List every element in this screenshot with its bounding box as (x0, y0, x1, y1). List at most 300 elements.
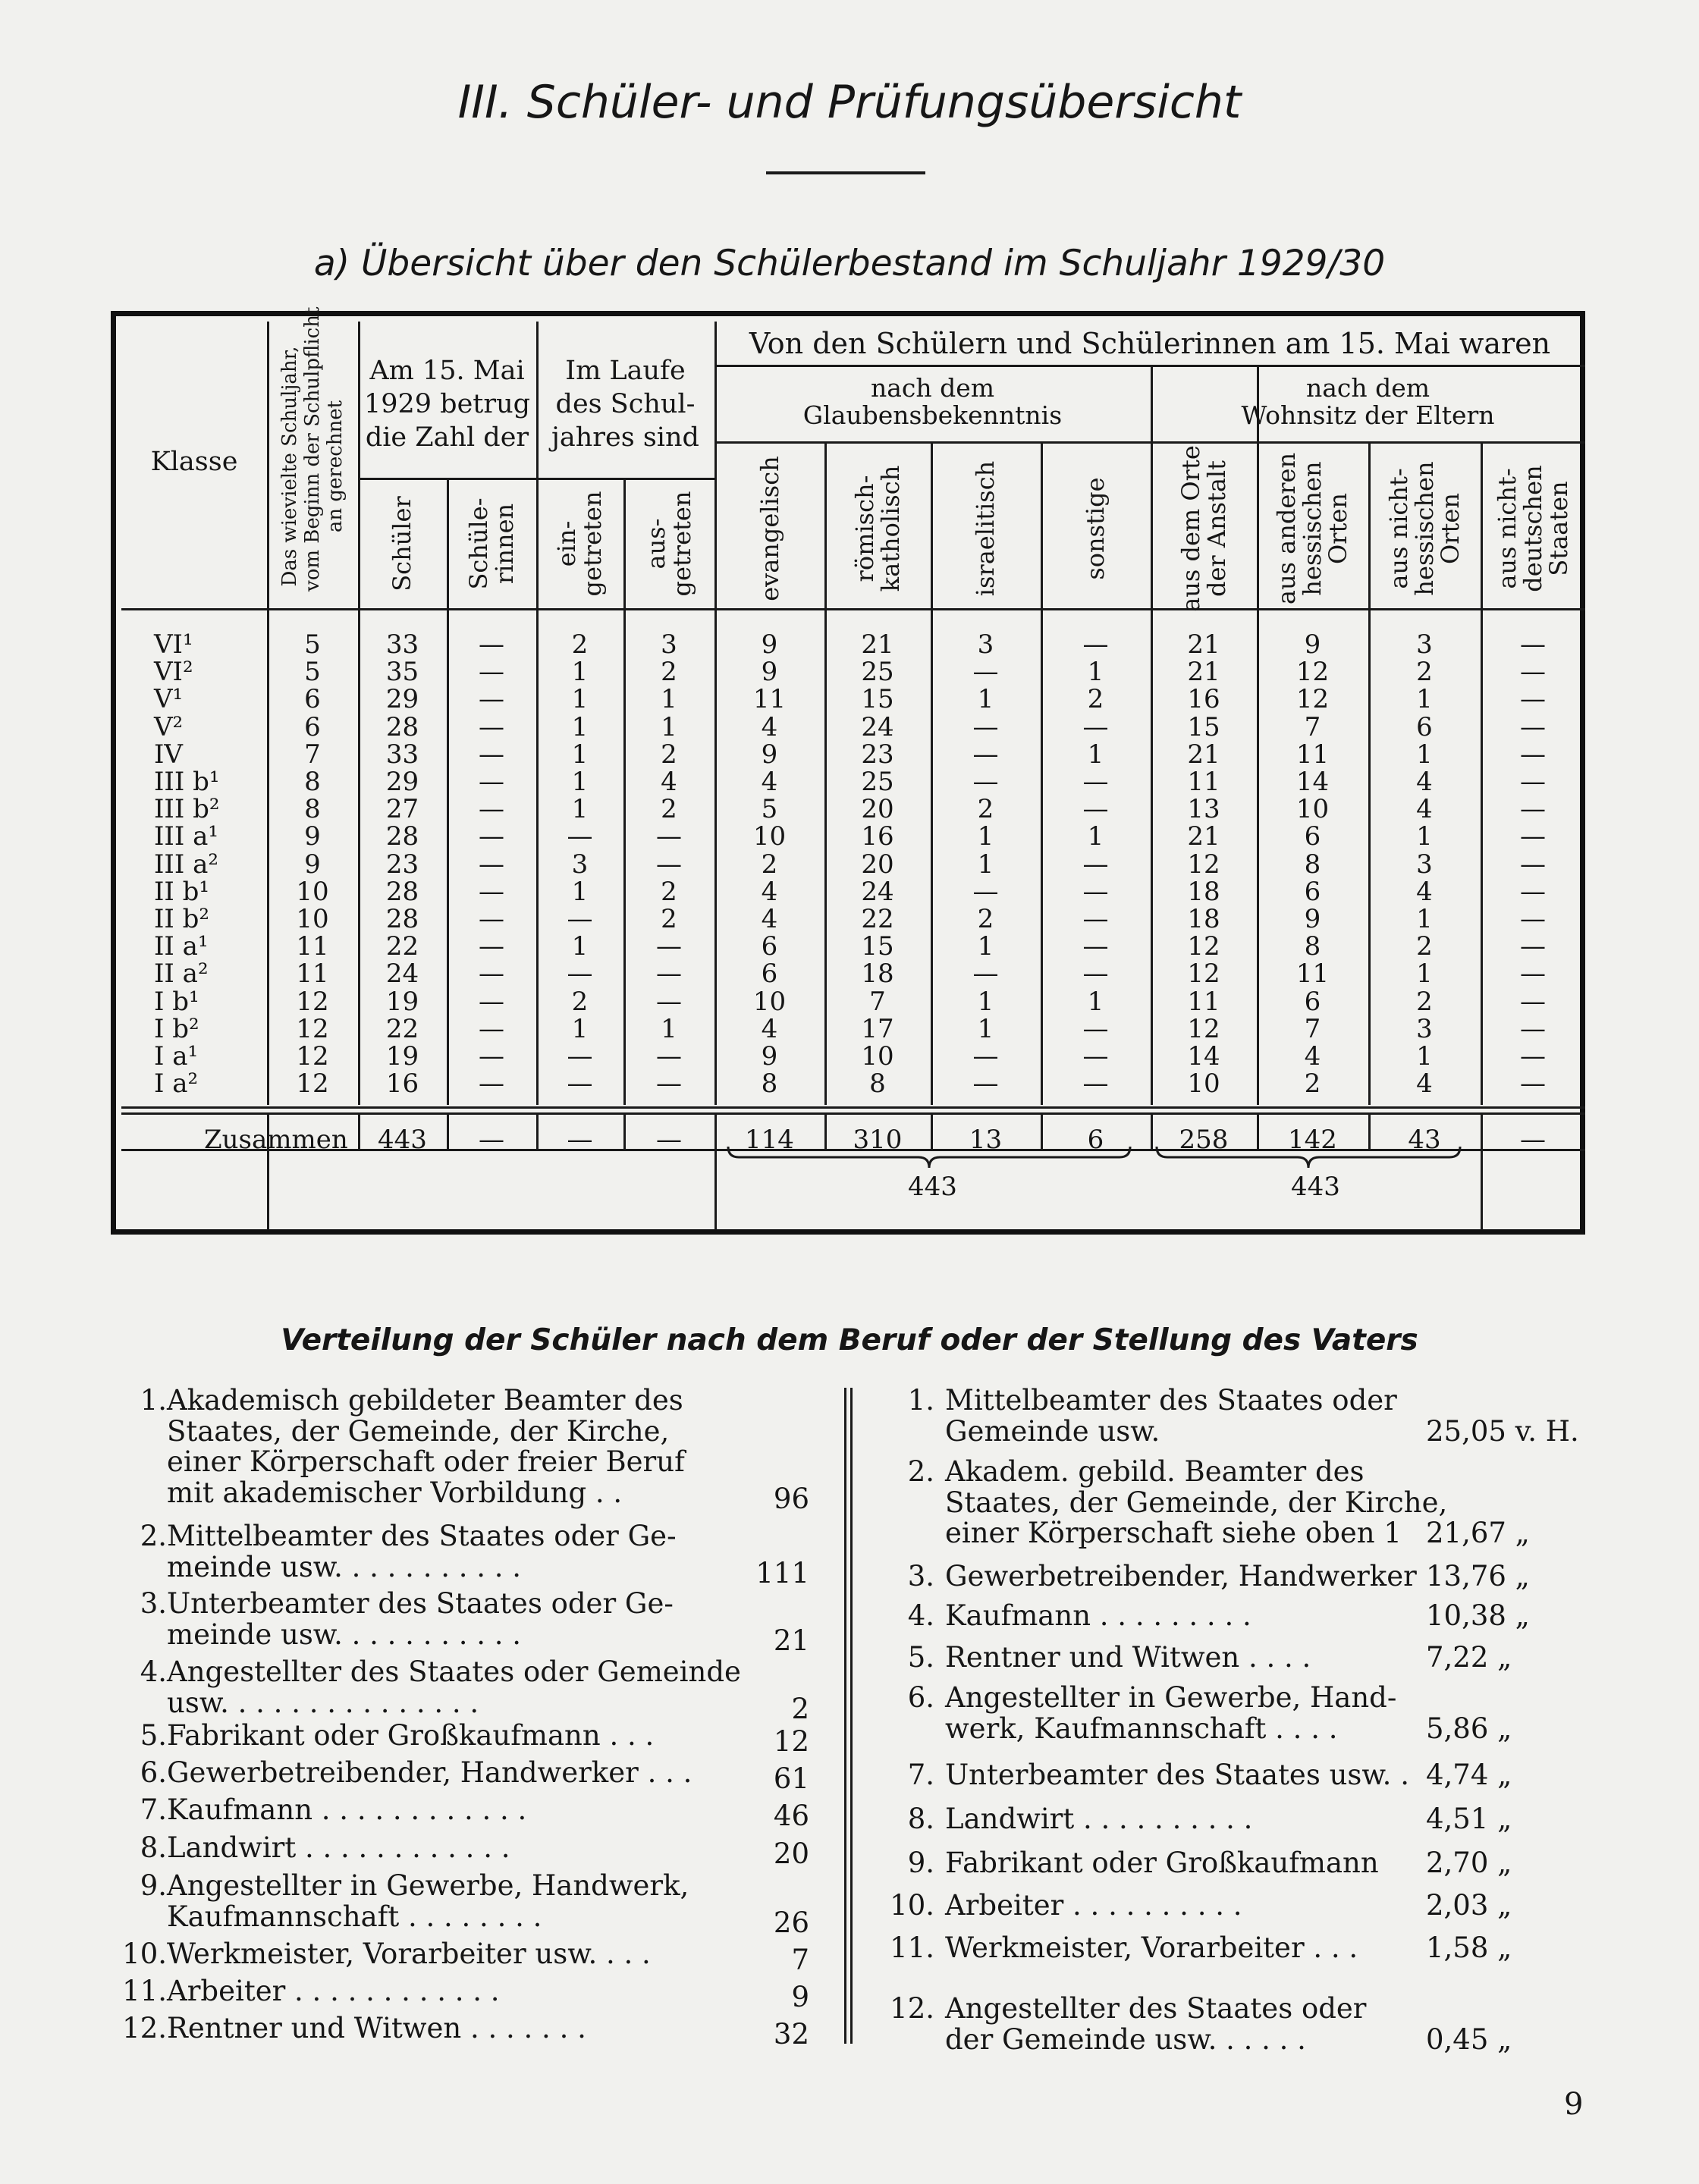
list-text: Landwirt . . . . . . . . . . (945, 1803, 1253, 1835)
table-cell: — (1520, 1068, 1546, 1100)
list-number: 6. (140, 1756, 167, 1789)
list-number: 4. (907, 1599, 934, 1632)
table-cell: 4 (1416, 794, 1433, 825)
table-cell: 19 (385, 1041, 419, 1072)
table-cell: — (479, 711, 504, 742)
list-text: Mittelbeamter des Staates oder (945, 1384, 1397, 1417)
class-label: V¹ (154, 684, 184, 715)
header-line: hessischen (1298, 461, 1327, 596)
list-text: Unterbeamter des Staates oder Ge- (167, 1587, 674, 1620)
list-text: einer Körperschaft oder freier Beruf (167, 1445, 685, 1478)
table-cell: 1 (1416, 1041, 1433, 1072)
total-cell: — (656, 1125, 682, 1155)
table-cell: 3 (571, 849, 589, 880)
table-cell: 4 (661, 767, 677, 797)
class-label: III b² (154, 794, 220, 825)
class-label: I b² (154, 1013, 199, 1044)
table-cell: 1 (1416, 959, 1433, 990)
header-line: deutschen (1518, 465, 1547, 592)
table-cell: 33 (385, 629, 419, 660)
list-text: Fabrikant oder Großkaufmann (945, 1847, 1379, 1879)
table-cell: 1 (571, 657, 589, 688)
table-cell: 1 (571, 794, 589, 825)
list-value: 2,03 „ (1426, 1889, 1512, 1922)
list-value: 61 (773, 1762, 809, 1795)
table-cell: 11 (1295, 739, 1330, 770)
table-cell: 10 (1295, 794, 1330, 825)
header-line: jahres sind (551, 422, 699, 453)
list-value: 10,38 „ (1426, 1599, 1530, 1632)
list-number: 12. (122, 2012, 167, 2044)
table-cell: 1 (977, 931, 994, 962)
table-cell: 25 (861, 657, 894, 688)
table-cell: 24 (385, 959, 419, 990)
table-cell: 28 (385, 904, 419, 934)
list-number: 10. (890, 1889, 934, 1922)
table-cell: 21 (861, 629, 894, 660)
table-cell: 18 (1187, 904, 1220, 934)
header-line: der Anstalt (1202, 460, 1231, 598)
list-value: 4,51 „ (1426, 1803, 1512, 1835)
header-line: Orten (1324, 493, 1352, 564)
table-cell: 5 (304, 657, 321, 688)
list-text: Gewerbetreibender, Handwerker . . . (167, 1756, 692, 1789)
list-number: 7. (140, 1793, 167, 1826)
sum-brackets (111, 306, 1585, 1235)
table-cell: 7 (1304, 1013, 1321, 1044)
table-cell: — (1520, 1013, 1546, 1044)
table-cell: 12 (296, 1041, 329, 1072)
class-label: I b¹ (154, 986, 199, 1017)
table-cell: 6 (761, 959, 778, 990)
table-cell: — (656, 1068, 682, 1100)
class-label: VI² (154, 657, 193, 688)
table-cell: 1 (1087, 986, 1104, 1017)
total-cell: 6 (1087, 1125, 1104, 1155)
table-cell: 2 (661, 794, 677, 825)
list-text: Angestellter des Staates oder Gemeinde (167, 1655, 741, 1688)
table-cell: 3 (1416, 1013, 1433, 1044)
table-cell: 29 (385, 767, 419, 797)
list-text: Kaufmann . . . . . . . . . . . . (167, 1793, 527, 1826)
table-cell: 10 (296, 876, 329, 907)
table-cell: 4 (761, 711, 778, 742)
table-cell: 33 (385, 739, 419, 770)
table-cell: — (972, 657, 999, 688)
table-cell: 2 (571, 986, 589, 1017)
total-label: Zusammen (204, 1125, 348, 1155)
table-cell: 6 (1416, 711, 1433, 742)
class-label: V² (154, 711, 184, 742)
table-cell: — (479, 876, 504, 907)
list-value: 1,58 „ (1426, 1931, 1512, 1964)
list-text: Angestellter in Gewerbe, Hand- (945, 1681, 1397, 1714)
brace (728, 1147, 1130, 1168)
table-cell: — (972, 767, 999, 797)
table-cell: — (479, 629, 504, 660)
evangelisch-header: evangelisch (755, 456, 784, 601)
table-cell: 18 (1187, 876, 1220, 907)
class-label: I a² (154, 1068, 199, 1100)
header-line: getreten (578, 491, 607, 597)
list-number: 1. (907, 1384, 934, 1417)
table-cell: — (1082, 1068, 1109, 1100)
list-number: 7. (907, 1759, 934, 1791)
table-cell: 16 (1187, 684, 1220, 715)
list-text: Angestellter in Gewerbe, Handwerk, (167, 1869, 689, 1902)
table-cell: 9 (1304, 904, 1321, 934)
table-cell: 23 (861, 739, 894, 770)
table-cell: 4 (761, 1013, 778, 1044)
table-cell: 1 (571, 931, 589, 962)
table-cell: — (1520, 657, 1546, 688)
list-text: Staates, der Gemeinde, der Kirche, (167, 1414, 670, 1448)
table-cell: 12 (296, 1068, 329, 1100)
list-text: Gewerbetreibender, Handwerker (945, 1560, 1417, 1592)
table-cell: 2 (761, 849, 778, 880)
list-text: mit akademischer Vorbildung . . (167, 1476, 623, 1509)
table-cell: — (1082, 931, 1109, 962)
distribution-title: Verteilung der Schüler nach dem Beruf oder der Stellung des Vaters (281, 1323, 1418, 1357)
table-cell: 9 (761, 629, 778, 660)
table-cell: — (1082, 959, 1109, 990)
list-value: 32 (773, 2018, 809, 2051)
table-cell: — (1520, 629, 1546, 660)
table-cell: 7 (869, 986, 886, 1017)
list-value: 96 (773, 1482, 809, 1515)
table-cell: — (1520, 794, 1546, 825)
table-cell: 9 (304, 821, 321, 852)
table-cell: 28 (385, 876, 419, 907)
sum-glauben: 443 (908, 1172, 957, 1202)
list-text: Kaufmann . . . . . . . . . (945, 1599, 1251, 1632)
table-cell: 12 (1295, 657, 1330, 688)
list-text: werk, Kaufmannschaft . . . . (945, 1712, 1338, 1745)
table-cell: 9 (761, 1041, 778, 1072)
list-value: 21,67 „ (1426, 1517, 1530, 1549)
table-cell: — (1520, 821, 1546, 852)
table-cell: — (479, 657, 504, 688)
table-cell: 17 (861, 1013, 894, 1044)
class-label: VI¹ (154, 629, 193, 660)
table-cell: — (1520, 904, 1546, 934)
table-cell: 3 (1416, 629, 1433, 660)
table-cell: 1 (571, 684, 589, 715)
table-cell: 6 (1304, 986, 1321, 1017)
header-line: Im Laufe (565, 356, 686, 386)
list-number: 9. (140, 1869, 167, 1902)
table-cell: — (1082, 629, 1109, 660)
table-cell: 27 (385, 794, 419, 825)
table-cell: 28 (385, 711, 419, 742)
total-cell: 258 (1179, 1125, 1229, 1155)
table-cell: — (972, 1041, 999, 1072)
table-cell: — (656, 959, 682, 990)
list-text: Kaufmannschaft . . . . . . . . (167, 1900, 542, 1933)
table-cell: 11 (752, 684, 787, 715)
table-cell: 24 (861, 711, 894, 742)
list-number: 8. (140, 1831, 167, 1864)
table-cell: 20 (861, 849, 894, 880)
list-text: Werkmeister, Vorarbeiter . . . (945, 1931, 1358, 1964)
table-cell: — (1520, 986, 1546, 1017)
table-cell: — (567, 1068, 593, 1100)
table-cell: — (1520, 711, 1546, 742)
list-number: 3. (907, 1560, 934, 1592)
table-cell: 6 (761, 931, 778, 962)
table-cell: — (1520, 739, 1546, 770)
list-number: 5. (907, 1641, 934, 1674)
table-cell: — (972, 876, 999, 907)
table-cell: 11 (1295, 959, 1330, 990)
header-line: Orten (1436, 493, 1465, 564)
list-number: 8. (907, 1803, 934, 1835)
table-cell: 2 (1416, 657, 1433, 688)
table-cell: — (567, 904, 593, 934)
table-cell: 2 (661, 657, 677, 688)
list-number: 11. (890, 1931, 934, 1964)
table-cell: — (479, 1013, 504, 1044)
table-cell: 8 (304, 794, 321, 825)
table-cell: — (1082, 876, 1109, 907)
list-value: 0,45 „ (1426, 2022, 1512, 2056)
table-cell: 10 (1187, 1068, 1220, 1100)
table-cell: — (972, 739, 999, 770)
table-cell: 5 (761, 794, 778, 825)
table-cell: 12 (1187, 959, 1220, 990)
list-number: 2. (140, 1520, 167, 1552)
table-cell: 9 (304, 849, 321, 880)
table-cell: 2 (661, 739, 677, 770)
list-text: der Gemeinde usw. . . . . . (945, 2022, 1306, 2056)
header-line: hessischen (1410, 461, 1439, 596)
list-text: Arbeiter . . . . . . . . . . . . (167, 1975, 500, 2007)
list-number: 2. (907, 1455, 934, 1488)
table-cell: 14 (1295, 767, 1330, 797)
table-cell: 22 (385, 1013, 419, 1044)
table-cell: — (972, 711, 999, 742)
table-cell: 12 (296, 1013, 329, 1044)
table-cell: 1 (1416, 904, 1433, 934)
table-cell: 4 (1304, 1041, 1321, 1072)
total-cell: 43 (1408, 1125, 1441, 1155)
list-value: 26 (773, 1906, 809, 1939)
header-line: nach dem (1305, 373, 1430, 403)
header-line: an gerechnet (324, 400, 347, 533)
table-title: a) Übersicht über den Schülerbestand im Schuljahr 1929/30 (313, 243, 1386, 284)
title-rule (766, 171, 925, 174)
list-text: Gemeinde usw. (945, 1414, 1160, 1448)
table-cell: 1 (661, 711, 677, 742)
table-cell: 6 (304, 684, 321, 715)
header-line: aus nicht- (1493, 468, 1522, 589)
list-number: 1. (140, 1384, 167, 1417)
table-cell: — (972, 959, 999, 990)
list-text: Unterbeamter des Staates usw. . (945, 1759, 1409, 1791)
table-cell: — (479, 821, 504, 852)
list-value: 4,74 „ (1426, 1759, 1512, 1791)
table-cell: 1 (571, 711, 589, 742)
list-number: 5. (140, 1719, 167, 1752)
table-cell: — (1082, 711, 1109, 742)
list-text: Landwirt . . . . . . . . . . . . (167, 1831, 510, 1864)
table-cell: 1 (1416, 739, 1433, 770)
table-cell: — (1520, 767, 1546, 797)
list-value: 7,22 „ (1426, 1641, 1512, 1674)
table-cell: 11 (1187, 767, 1220, 797)
table-cell: 9 (761, 739, 778, 770)
list-text: Akadem. gebild. Beamter des (945, 1455, 1365, 1488)
table-cell: 35 (385, 657, 419, 688)
table-cell: — (656, 986, 682, 1017)
class-label: II a¹ (154, 931, 209, 962)
table-cell: 19 (385, 986, 419, 1017)
table-cell: 4 (761, 767, 778, 797)
table-cell: 11 (296, 931, 329, 962)
table-cell: 21 (1187, 821, 1220, 852)
table-cell: — (479, 794, 504, 825)
table-cell: 6 (1304, 821, 1321, 852)
table-cell: — (479, 849, 504, 880)
table-cell: 12 (1187, 1013, 1220, 1044)
class-label: I a¹ (154, 1041, 199, 1072)
table-cell: — (479, 684, 504, 715)
table-cell: 22 (385, 931, 419, 962)
table-cell: — (656, 931, 682, 962)
list-value: 111 (755, 1556, 809, 1589)
header-line: 1929 betrug (363, 389, 531, 419)
table-cell: 2 (1416, 931, 1433, 962)
table-cell: 29 (385, 684, 419, 715)
table-cell: — (1520, 684, 1546, 715)
table-cell: 10 (861, 1041, 894, 1072)
total-cell: 310 (853, 1125, 903, 1155)
table-cell: 12 (1187, 849, 1220, 880)
total-cell: 443 (378, 1125, 427, 1155)
list-text: usw. . . . . . . . . . . . . . . (167, 1686, 479, 1719)
total-cell: — (1520, 1125, 1546, 1155)
table-cell: 12 (296, 986, 329, 1017)
sum-wohnsitz: 443 (1291, 1172, 1340, 1202)
table-cell: 5 (304, 629, 321, 660)
table-cell: — (1082, 904, 1109, 934)
table-cell: 22 (861, 904, 894, 934)
table-cell: — (479, 931, 504, 962)
table-cell: 8 (761, 1068, 778, 1100)
list-value: 25,05 v. H. (1426, 1414, 1579, 1448)
table-cell: 21 (1187, 629, 1220, 660)
list-value: 13,76 „ (1426, 1560, 1530, 1592)
table-cell: — (1082, 767, 1109, 797)
table-cell: 2 (571, 629, 589, 660)
column-divider (844, 1388, 846, 2044)
table-cell: 2 (977, 794, 994, 825)
table-cell: 1 (977, 1013, 994, 1044)
header-line: Das wievielte Schuljahr, (278, 346, 301, 587)
header-line: aus anderen (1272, 452, 1301, 605)
table-cell: — (567, 1041, 593, 1072)
klasse-header: Klasse (150, 447, 238, 477)
table-cell: 4 (761, 904, 778, 934)
header-line: Wohnsitz der Eltern (1241, 400, 1495, 430)
table-cell: 11 (296, 959, 329, 990)
table-cell: 23 (385, 849, 419, 880)
table-cell: 4 (761, 876, 778, 907)
table-cell: 9 (761, 657, 778, 688)
table-cell: 2 (1416, 986, 1433, 1017)
table-cell: 25 (861, 767, 894, 797)
table-cell: 1 (571, 739, 589, 770)
list-value: 46 (773, 1800, 809, 1832)
header-line: getreten (667, 491, 696, 597)
table-cell: 3 (661, 629, 677, 660)
header-line: die Zahl der (365, 422, 529, 453)
list-number: 12. (890, 1992, 934, 2025)
total-cell: 114 (745, 1125, 794, 1155)
table-cell: 2 (661, 876, 677, 907)
student-table (111, 306, 1585, 1235)
table-cell: 12 (1187, 931, 1220, 962)
table-cell: — (656, 1041, 682, 1072)
table-cell: 2 (661, 904, 677, 934)
header-line: Am 15. Mai (369, 356, 525, 386)
list-value: 2,70 „ (1426, 1847, 1512, 1879)
header-line: des Schul- (555, 389, 696, 419)
list-text: meinde usw. . . . . . . . . . . (167, 1550, 522, 1583)
table-cell: 11 (1187, 986, 1220, 1017)
header-line: aus- (642, 518, 670, 570)
table-cell: 15 (861, 684, 894, 715)
table-cell: 18 (861, 959, 894, 990)
table-cell: 8 (869, 1068, 886, 1100)
table-cell: 6 (1304, 876, 1321, 907)
list-text: Angestellter des Staates oder (945, 1992, 1367, 2025)
von-den-header: Von den Schülern und Schülerinnen am 15. Mai waren (749, 327, 1551, 360)
table-cell: 24 (861, 876, 894, 907)
table-cell: — (479, 904, 504, 934)
table-cell: 7 (304, 739, 321, 770)
table-cell: — (479, 959, 504, 990)
class-label: III a² (154, 849, 218, 880)
total-cell: — (567, 1125, 593, 1155)
table-cell: 1 (1087, 739, 1104, 770)
table-cell: 3 (977, 629, 994, 660)
list-value: 2 (791, 1692, 809, 1725)
table-cell: 1 (977, 821, 994, 852)
list-text: Mittelbeamter des Staates oder Ge- (167, 1520, 677, 1552)
list-number: 6. (907, 1681, 934, 1714)
table-cell: — (1520, 849, 1546, 880)
table-cell: 21 (1187, 739, 1220, 770)
table-cell: 1 (1087, 821, 1104, 852)
table-cell: — (1082, 1041, 1109, 1072)
table-cell: 12 (1295, 684, 1330, 715)
header-line: nach dem (870, 373, 995, 403)
column-divider (850, 1388, 853, 2044)
table-cell: 15 (1187, 711, 1220, 742)
header-line: katholisch (876, 465, 905, 592)
schueler-header: Schüler (388, 496, 416, 592)
class-label: IV (154, 739, 183, 770)
table-cell: — (479, 986, 504, 1017)
table-cell: 21 (1187, 657, 1220, 688)
table-cell: — (479, 767, 504, 797)
table-cell: 1 (661, 684, 677, 715)
table-cell: 1 (661, 1013, 677, 1044)
table-cell: 20 (861, 794, 894, 825)
table-cell: 1 (571, 876, 589, 907)
list-text: meinde usw. . . . . . . . . . . (167, 1618, 522, 1651)
